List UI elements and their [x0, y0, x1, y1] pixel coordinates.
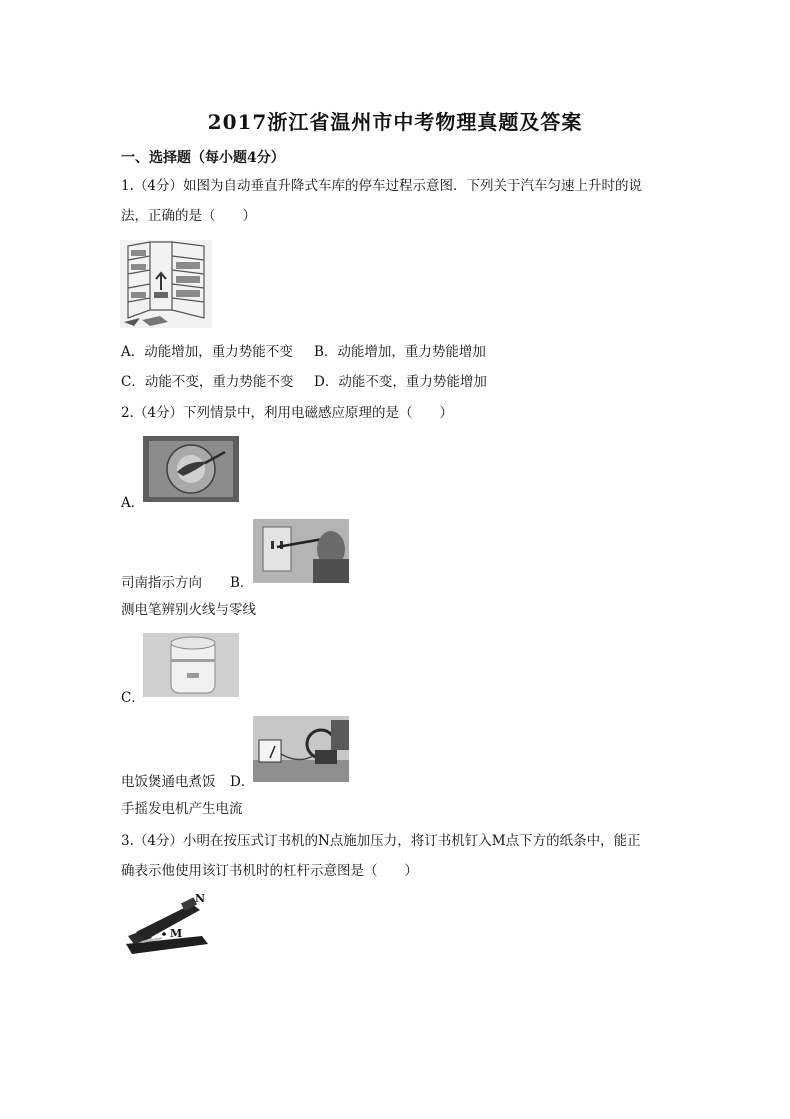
q2-a-compass-figure [143, 436, 239, 502]
q1-stem-line1: 1.（4分）如图为自动垂直升降式车库的停车过程示意图．下列关于汽车匀速上升时的说 [121, 178, 642, 194]
q3-label-n: N [195, 892, 206, 905]
q1-parking-garage-figure [120, 240, 212, 328]
q2-d-generator-figure [253, 716, 349, 782]
q3-stem-line1: 3.（4分）小明在按压式订书机的N点施加压力，将订书机钉入M点下方的纸条中，能正 [121, 833, 641, 849]
q2-d-letter: D． [230, 774, 255, 790]
q2-b-test-pen-figure [253, 519, 349, 583]
q2-stem: 2.（4分）下列情景中，利用电磁感应原理的是（ ） [121, 405, 453, 421]
q2-c-caption: 电饭煲通电煮饭 [121, 774, 216, 790]
q3-stem-line2: 确表示他使用该订书机时的杠杆示意图是（ ） [121, 863, 418, 879]
q2-a-caption: 司南指示方向 [121, 575, 202, 591]
q3-label-m: M [170, 927, 183, 940]
section-heading: 一、选择题（每小题4分） [121, 150, 285, 166]
q2-c-rice-cooker-figure [143, 633, 239, 697]
q2-a-letter: A． [121, 495, 145, 511]
q3-stapler-figure [122, 892, 214, 962]
q1-option-b: B．动能增加，重力势能增加 [314, 344, 486, 360]
q2-c-letter: C． [121, 690, 145, 706]
q2-b-caption: 测电笔辨别火线与零线 [121, 602, 256, 618]
q2-d-caption: 手摇发电机产生电流 [121, 801, 243, 817]
q1-option-a: A．动能增加，重力势能不变 [121, 344, 293, 360]
q1-stem-line2: 法，正确的是（ ） [121, 208, 256, 224]
q1-option-c: C．动能不变，重力势能不变 [121, 374, 294, 390]
q2-b-letter: B． [230, 575, 254, 591]
q1-option-d: D．动能不变，重力势能增加 [314, 374, 487, 390]
page-title: 2017浙江省温州市中考物理真题及答案 [207, 110, 583, 134]
